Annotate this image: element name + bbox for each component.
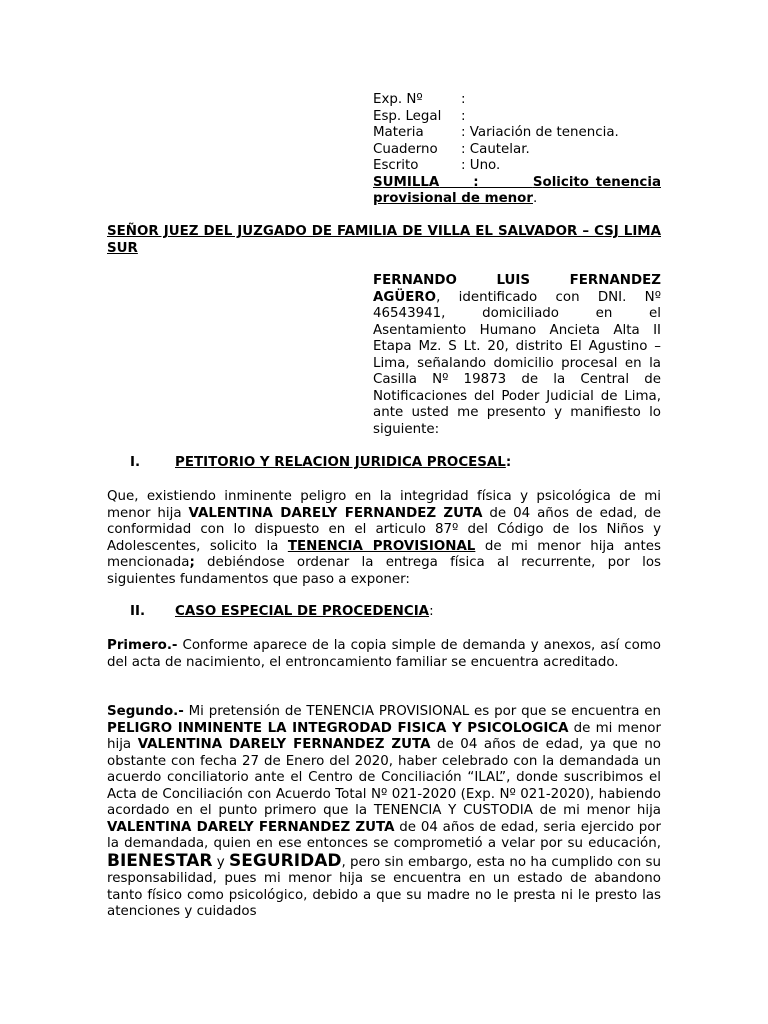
- primero-text: Conforme aparece de la copia simple de demanda y anexos, así como del acta de nacimiento, el entroncamiento familiar se encuentra acreditado.: [107, 638, 661, 670]
- sumilla-end: .: [533, 191, 538, 206]
- case-metadata: [373, 92, 661, 208]
- meta-value: :: [461, 108, 466, 124]
- seguridad: SEGURIDAD: [229, 850, 342, 871]
- segundo-text-1: Mi pretensión de TENENCIA PROVISIONAL es por que se encuentra en: [183, 704, 661, 719]
- primero-paragraph: [107, 638, 661, 671]
- segundo-y: y: [212, 854, 230, 870]
- segundo-text-2: de mi menor hija: [107, 720, 661, 752]
- meta-row-exp: [373, 92, 661, 109]
- segundo-text-4: de 04 años de edad, seria ejercido por la demandada, quien en ese entonces se comprometió a velar por su educación,: [107, 819, 661, 851]
- child-name: VALENTINA DARELY FERNANDEZ ZUTA: [188, 505, 483, 521]
- sumilla-separator: :: [473, 174, 479, 190]
- meta-label: Exp. Nº: [373, 92, 423, 107]
- section-number: II.: [130, 604, 146, 619]
- meta-value: : Uno.: [461, 158, 501, 173]
- petitorio-text-2: de 04 años de edad, de conformidad con lo dispuesto en el articulo 87º del Código de los Niños y Adolescentes, solicito la: [107, 505, 661, 554]
- party-text: , identificado con DNI. Nº 46543941, domiciliado en el Asentamiento Humano Ancieta Alta II Etapa Mz. S Lt. 20, distrito El Agustino – Lima, señalando domicilio procesal en la Casilla Nº 19873 de la Central de Notificaciones del Poder Judicial de Lima, ante usted me presento y manifiesto lo siguiente:: [373, 289, 661, 437]
- petitorio-text-1: Que, existiendo inminente peligro en la integridad física y psicológica de mi menor hija: [107, 489, 661, 521]
- meta-value: : Cautelar.: [461, 141, 530, 157]
- sumilla-text: Solicito tenencia provisional de menor: [373, 174, 661, 206]
- meta-row-escrito: [373, 158, 661, 175]
- meta-label: Esp. Legal: [373, 108, 442, 124]
- section-title: CASO ESPECIAL DE PROCEDENCIA: [175, 604, 430, 619]
- sumilla-label: SUMILLA: [373, 174, 440, 190]
- tenencia-provisional: TENENCIA PROVISIONAL: [287, 538, 476, 554]
- addressee-heading: SEÑOR JUEZ DEL JUZGADO DE FAMILIA DE VILLA EL SALVADOR – CSJ LIMA SUR: [107, 224, 661, 256]
- child-name: VALENTINA DARELY FERNANDEZ ZUTA: [107, 819, 395, 835]
- bienestar: BIENESTAR: [107, 850, 213, 871]
- section-heading-1: [130, 455, 511, 472]
- segundo-label: Segundo.-: [107, 704, 184, 719]
- meta-label: Materia: [373, 125, 424, 140]
- section-heading-2: [130, 604, 434, 621]
- meta-row-esp-legal: [373, 109, 661, 126]
- segundo-paragraph: [107, 704, 661, 921]
- meta-value: :: [461, 92, 466, 107]
- party-name: FERNANDO LUIS FERNANDEZ AGÜERO: [373, 273, 661, 305]
- section-number: I.: [130, 455, 141, 470]
- segundo-text-3: de 04 años de edad, ya que no obstante con fecha 27 de Enero del 2020, haber celebrado con la demandada un acuerdo conciliatorio ante el Centro de Conciliación “ILAL”, donde suscribimos el Acta de Conciliación con Acuerdo Total Nº 021-2020 (Exp. Nº 021-2020), habiendo acordado en el punto primero que la TENENCIA Y CUSTODIA de mi menor hija: [107, 737, 662, 818]
- primero-label: Primero.-: [107, 638, 178, 653]
- section-title: PETITORIO Y RELACION JURIDICA PROCESAL: [175, 455, 506, 470]
- section-colon: :: [429, 604, 434, 619]
- petitorio-text-4: debiéndose ordenar la entrega física al recurrente, por los siguientes fundamentos que paso a exponer:: [107, 555, 661, 587]
- segundo-text-5: , pero sin embargo, esta no ha cumplido con su responsabilidad, pues mi menor hija se encuentra en un estado de abandono tanto físico como psicológico, debido a que su madre no le presta ni le presto las atenciones y cuidados: [107, 854, 661, 919]
- petitorio-paragraph: [107, 489, 661, 588]
- meta-value: : Variación de tenencia.: [461, 125, 619, 140]
- petitorio-text-3: de mi menor hija antes mencionada: [107, 538, 661, 570]
- meta-row-cuaderno: [373, 142, 661, 159]
- petitorio-semicolon: ;: [189, 555, 195, 570]
- peligro-inminente: PELIGRO INMINENTE LA INTEGRODAD FISICA Y PSICOLOGICA: [107, 720, 569, 736]
- meta-row-materia: [373, 125, 661, 142]
- sumilla: [373, 175, 661, 208]
- section-colon: :: [505, 455, 512, 470]
- child-name: VALENTINA DARELY FERNANDEZ ZUTA: [137, 737, 431, 752]
- party-paragraph: [373, 273, 661, 438]
- meta-label: Escrito: [373, 158, 419, 173]
- meta-label: Cuaderno: [373, 141, 438, 157]
